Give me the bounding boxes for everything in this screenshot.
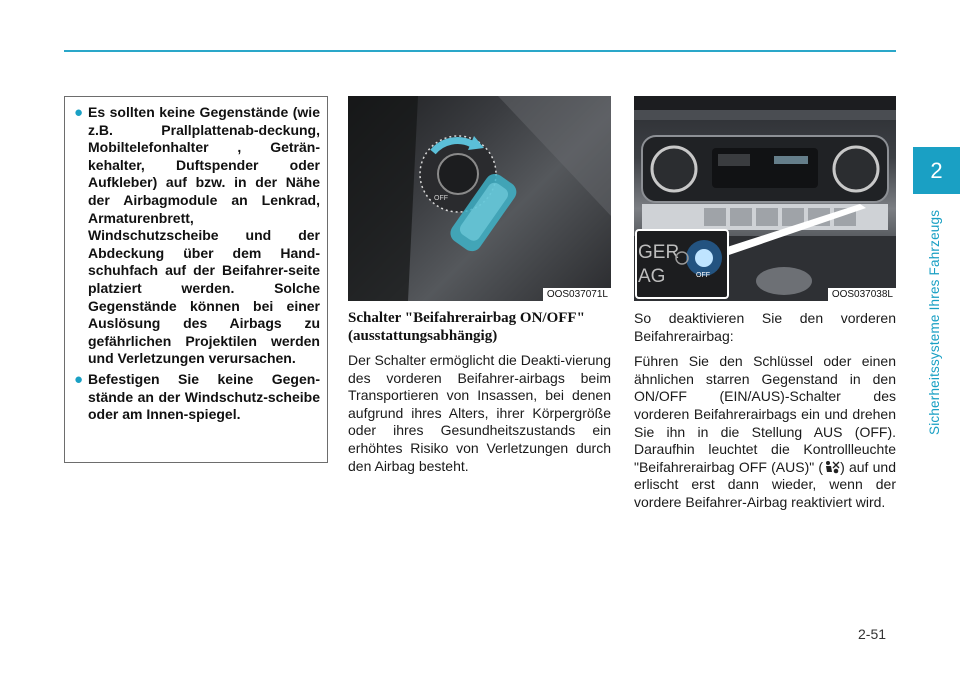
instructions-intro: So deaktivieren Sie den vorderen Beifahrerairbag: (634, 310, 896, 344)
instructions-paragraph (634, 353, 896, 511)
figure-code: OOS037038L (828, 288, 896, 301)
chapter-title-vertical (927, 205, 956, 445)
warning-text: Befestigen Sie keine Gegen-stände an der Windschutz-scheibe oder am Innen-spiegel. (88, 370, 320, 423)
page-number: 2-51 (858, 626, 887, 642)
chapter-title: Sicherheitssysteme Ihres Fahrzeugs (927, 209, 942, 435)
figure-dashboard-photo (634, 96, 896, 301)
figure-code: OOS037071L (543, 288, 611, 301)
section-paragraph: Der Schalter ermöglicht die Deakti-vierung des vorderen Beifahrer-airbags beim Transportieren von Insassen, bei denen aufgrund ihres Alters, ihrer Körpergröße oder ihres Gesundheitszustands ein erhöhtes Risiko von Verletzungen durch den Airbag besteht. (348, 352, 611, 474)
section-column (348, 310, 611, 483)
overlay-text: GER (638, 242, 680, 263)
dashboard-illustration (634, 96, 896, 301)
bullet-icon: ● (74, 370, 84, 388)
airbag-off-indicator-icon (823, 460, 840, 474)
overlay-off-text: OFF (696, 272, 710, 279)
switch-label-off: OFF (434, 195, 448, 202)
warning-item (74, 104, 320, 368)
airbag-switch-illustration (348, 96, 611, 301)
overlay-text: AG (638, 266, 666, 287)
bullet-icon: ● (74, 104, 84, 121)
warning-text: Es sollten keine Gegenstände (wie z.B. Prallplattenab-deckung, Mobiltelefonhalter , Getränkehalter, Duftspender oder Aufkleber) auf bzw. in der Nähe der Airbagmodule an Lenkrad, Armaturenbrett, Windschutzscheibe und der Abdeckung über dem Hand-schuhfach auf der Beifahrer-seite platziert werden. Solche Gegenstände können bei einer Auslösung des Airbags zu gefährlichen Projektilen werden und Verletzungen verursachen. (88, 104, 320, 367)
figure-airbag-switch-photo (348, 96, 611, 301)
chapter-number: 2 (930, 157, 943, 183)
instructions-column (634, 310, 896, 520)
warning-item (74, 371, 320, 424)
instructions-text-a: Führen Sie den Schlüssel oder einen ähnlichen starren Gegenstand in den ON/OFF (EIN/AUS)-Schalter des vorderen Beifahrerairbags ein und drehen Sie ihn in die Stellung AUS (OFF). Daraufhin leuchtet die Kontrollleuchte "Beifahrerairbag OFF (AUS)" ( (634, 353, 896, 475)
instructions-text-b: ) auf und erlischt erst dann wieder, wenn der vordere Beifahrer-Airbag reaktiviert wird. (634, 458, 896, 510)
warning-box (64, 96, 328, 463)
chapter-number-tab (913, 147, 960, 194)
top-rule (64, 50, 896, 52)
section-heading: Schalter "Beifahrerairbag ON/OFF" (ausstattungsabhängig) (348, 310, 585, 344)
